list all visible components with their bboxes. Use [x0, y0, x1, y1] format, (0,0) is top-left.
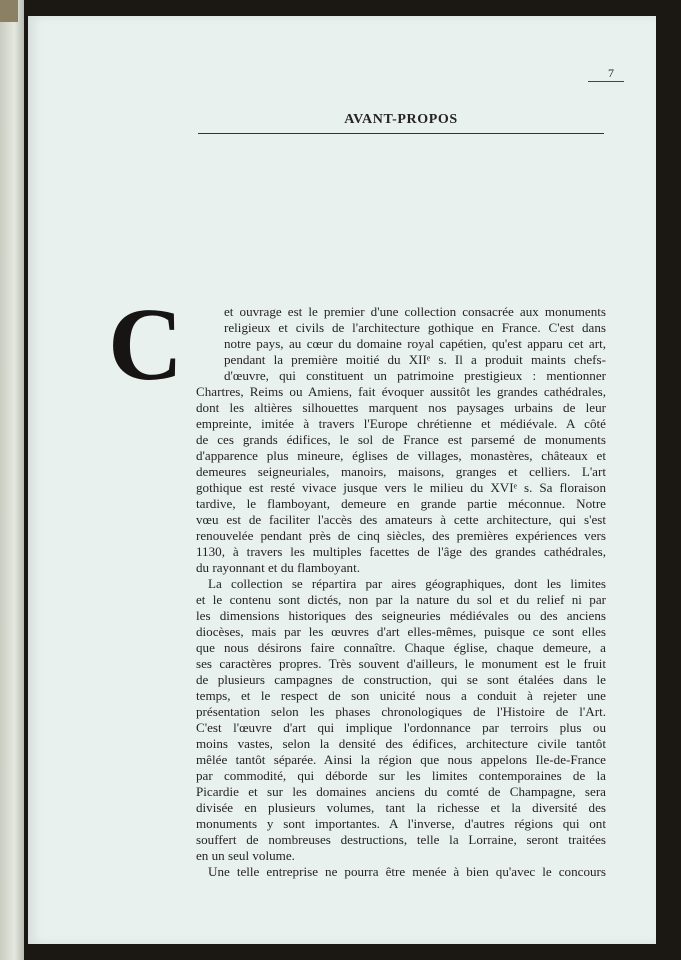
text-line: en un seul volume.	[196, 848, 295, 863]
heading-rule	[198, 133, 604, 134]
text-line: d'œuvre, qui constituent un patrimoine prestigieux : mentionner	[224, 368, 606, 383]
text-line: dont les altières silhouettes marquent nos paysages urbains de leur	[196, 400, 606, 415]
text-line: vœu est de faciliter l'accès des amateurs à cette architecture, qui s'est	[196, 512, 606, 527]
drop-cap: C	[108, 287, 184, 402]
text-line: du rayonnant et du flamboyant.	[196, 560, 360, 575]
text-line: moins vastes, selon la densité des édifices, architecture civile tantôt	[196, 736, 606, 751]
text-line: religieux et civils de l'architecture gothique en France. C'est dans	[224, 320, 606, 335]
text-line: diocèses, mais par les œuvres d'art elles-mêmes, puisque ce sont elles	[196, 624, 606, 639]
text-line: ses caractères propres. Très souvent d'ailleurs, le monument est le fruit	[196, 656, 606, 671]
text-line: souffert de nombreuses destructions, telle la Lorraine, seront traitées	[196, 832, 606, 847]
text-line: de ces grands édifices, le sol de France est parsemé de monuments	[196, 432, 606, 447]
text-line: Une telle entreprise ne pourra être menée à bien qu'avec le concours	[208, 864, 606, 879]
text-line: renouvelée pendant près de cinq siècles, des premières expériences vers	[196, 528, 606, 543]
page-number: 7	[608, 66, 614, 80]
text-line: de plusieurs campagnes de construction, qui se sont étalées dans le	[196, 672, 606, 687]
text-line: Picardie et sur les domaines anciens du comté de Champagne, sera	[196, 784, 606, 799]
text-line: et le contenu sont dictés, non par la nature du sol et du relief ni par	[196, 592, 606, 607]
text-line: mêlée tantôt séparée. Ainsi la région que nous appelons Ile-de-France	[196, 752, 606, 767]
book-spine	[0, 0, 18, 22]
text-line: demeures seigneuriales, manoirs, maisons, granges et celliers. L'art	[196, 464, 606, 479]
text-line: 1130, à travers les multiples facettes de l'âge des grandes cathédrales,	[196, 544, 606, 559]
text-line: gothique est resté vivace jusque vers le milieu du XVIᵉ s. Sa floraison	[196, 480, 606, 495]
text-line: empreinte, imitée à travers l'Europe chrétienne et médiévale. A côté	[196, 416, 606, 431]
text-line: La collection se répartira par aires géographiques, dont les limites	[208, 576, 606, 591]
text-line: tardive, le flamboyant, demeure en grande partie méconnue. Notre	[196, 496, 606, 511]
text-line: Chartres, Reims ou Amiens, fait évoquer aussitôt les grandes cathédrales,	[196, 384, 606, 399]
text-line: et ouvrage est le premier d'une collection consacrée aux monuments	[224, 304, 606, 319]
text-line: d'apparence plus mineure, églises de villages, monastères, châteaux et	[196, 448, 606, 463]
text-line: monuments y sont importantes. A l'inverse, d'autres régions qui ont	[196, 816, 606, 831]
text-line: présentation selon les phases chronologiques de l'Histoire de l'Art.	[196, 704, 606, 719]
text-line: C'est l'œuvre d'art qui implique l'ordonnance par terroirs plus ou	[196, 720, 606, 735]
text-line: par commodité, qui déborde sur les limites contemporaines de la	[196, 768, 606, 783]
text-line: que nous désirons faire connaître. Chaque église, chaque demeure, a	[196, 640, 606, 655]
text-line: temps, et le respect de son unicité nous a conduit à rejeter une	[196, 688, 606, 703]
text-line: les dimensions historiques des seigneuries médiévales ou des anciens	[196, 608, 606, 623]
text-line: pendant la première moitié du XIIᵉ s. Il a produit maints chefs-	[224, 352, 606, 367]
left-page-edge	[0, 0, 24, 960]
page-number-rule	[588, 81, 624, 82]
book-page	[28, 16, 656, 944]
text-line: notre pays, au cœur du domaine royal capétien, qu'est apparu cet art,	[224, 336, 606, 351]
text-line: divisée en plusieurs volumes, tant la richesse et la diversité des	[196, 800, 606, 815]
page-heading: AVANT-PROPOS	[344, 112, 458, 127]
